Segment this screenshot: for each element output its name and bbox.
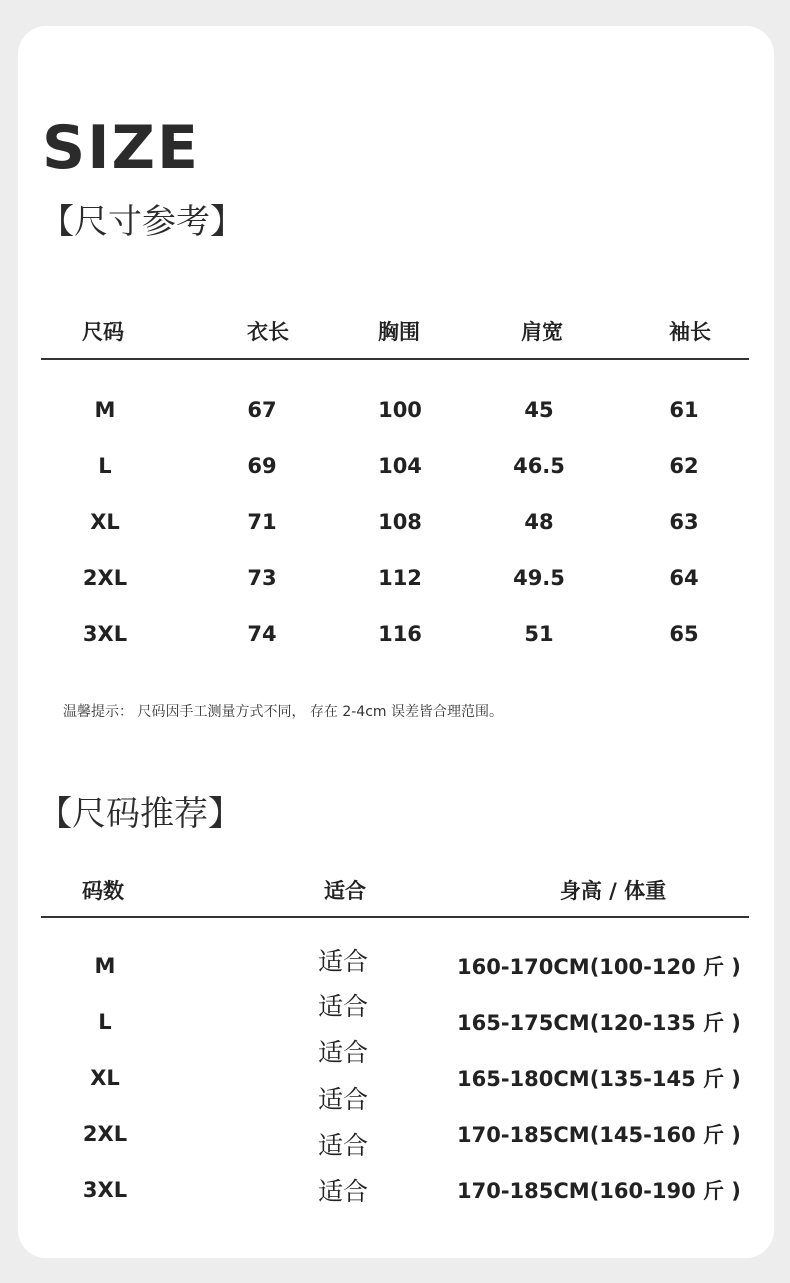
table-cell: 46.5 <box>513 454 565 478</box>
table-cell: XL <box>90 1066 120 1090</box>
height-weight-range: 160-170CM(100-120 斤 ) <box>457 955 741 979</box>
size-reference-title: 【尺寸参考】 <box>40 202 244 242</box>
table-cell: 45 <box>524 398 554 422</box>
table-cell: M <box>94 954 116 978</box>
table-cell: 67 <box>247 398 277 422</box>
table-cell: 3XL <box>82 622 128 646</box>
table-cell: 49.5 <box>513 566 565 590</box>
table-cell: L <box>98 454 112 478</box>
header-sleeve: 袖长 <box>669 320 711 344</box>
table-cell: 65 <box>669 622 699 646</box>
header-size: 尺码 <box>82 320 124 344</box>
table-cell: 48 <box>524 510 554 534</box>
fit-label: 适合 <box>317 947 369 976</box>
table-cell: 2XL <box>82 1122 128 1146</box>
header-size-code: 码数 <box>82 879 124 903</box>
fit-label: 适合 <box>317 1131 369 1160</box>
table-cell: 108 <box>378 510 422 534</box>
table-cell: 63 <box>669 510 699 534</box>
measurement-note: 温馨提示： 尺码因手工测量方式不同， 存在 2-4cm 误差皆合理范围。 <box>63 704 504 720</box>
table-cell: 116 <box>378 622 422 646</box>
fit-label: 适合 <box>317 1085 369 1114</box>
page-title: SIZE <box>42 113 201 183</box>
recommendation-table-divider <box>41 916 749 918</box>
table-cell: 3XL <box>82 1178 128 1202</box>
size-recommendation-title: 【尺码推荐】 <box>38 794 242 834</box>
header-fit: 适合 <box>324 879 366 903</box>
height-weight-range: 165-175CM(120-135 斤 ) <box>457 1011 741 1035</box>
table-cell: 104 <box>378 454 422 478</box>
table-cell: L <box>98 1010 112 1034</box>
header-height-weight: 身高 / 体重 <box>559 879 667 903</box>
header-length: 衣长 <box>247 320 289 344</box>
table-cell: M <box>94 398 116 422</box>
table-cell: 61 <box>669 398 699 422</box>
table-cell: 74 <box>247 622 277 646</box>
height-weight-range: 170-185CM(145-160 斤 ) <box>457 1123 741 1147</box>
height-weight-range: 170-185CM(160-190 斤 ) <box>457 1179 741 1203</box>
table-cell: 51 <box>524 622 554 646</box>
fit-label: 适合 <box>317 1038 369 1067</box>
table-cell: XL <box>90 510 120 534</box>
table-cell: 2XL <box>82 566 128 590</box>
height-weight-range: 165-180CM(135-145 斤 ) <box>457 1067 741 1091</box>
table-cell: 64 <box>669 566 699 590</box>
table-cell: 71 <box>247 510 277 534</box>
table-cell: 100 <box>378 398 422 422</box>
fit-label: 适合 <box>317 1177 369 1206</box>
fit-label: 适合 <box>317 992 369 1021</box>
size-table-divider <box>41 358 749 360</box>
table-cell: 69 <box>247 454 277 478</box>
header-shoulder: 肩宽 <box>521 320 563 344</box>
table-cell: 112 <box>378 566 422 590</box>
table-cell: 62 <box>669 454 699 478</box>
table-cell: 73 <box>247 566 277 590</box>
header-chest: 胸围 <box>378 320 420 344</box>
